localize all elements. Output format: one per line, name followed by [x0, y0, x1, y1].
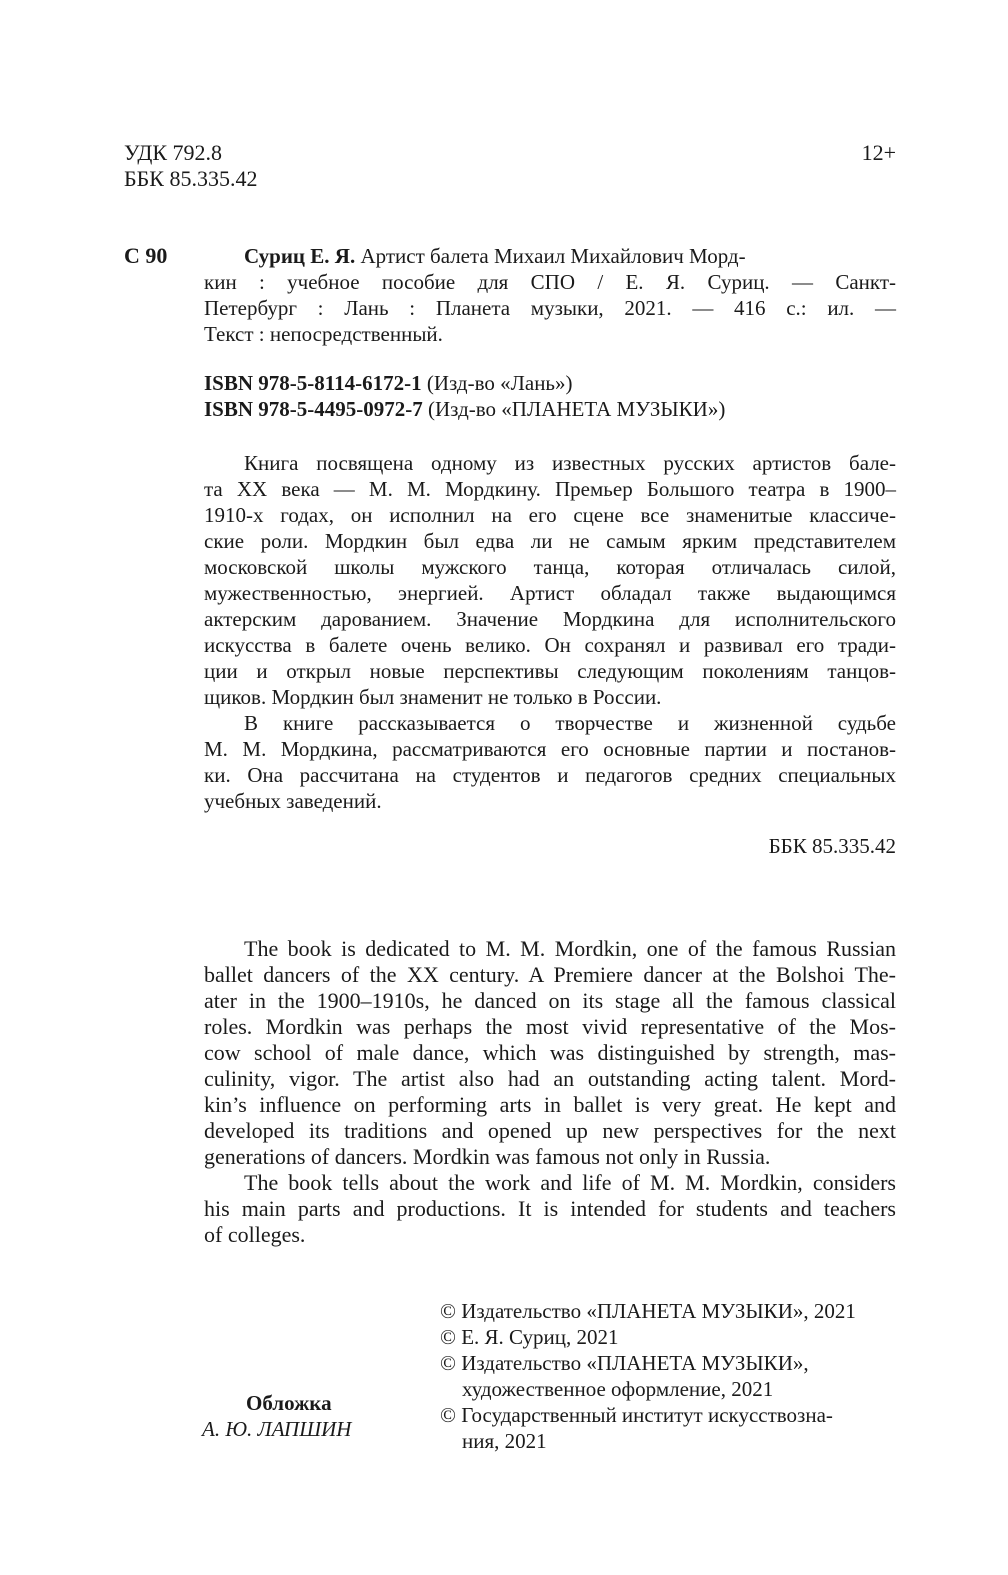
abstract-ru-line: учебных заведений.	[204, 789, 382, 813]
isbn-publisher: (Изд-во «ПЛАНЕТА МУЗЫКИ»)	[428, 397, 726, 421]
copyright-line: © Издательство «ПЛАНЕТА МУЗЫКИ»,	[440, 1351, 809, 1375]
cover-artist: А. Ю. ЛАПШИН	[202, 1417, 352, 1441]
abstract-ru-line: мужественностью, энергией. Артист обладал также выдающимся	[204, 581, 896, 605]
abstract-en-line: of colleges.	[204, 1222, 306, 1247]
abstract-ru-line: та XX века — М. М. Мордкину. Премьер Большого театра в 1900–	[204, 477, 896, 501]
copyright-line: ния, 2021	[462, 1429, 547, 1453]
abstract-en-line: his main parts and productions. It is intended for students and teachers	[204, 1196, 896, 1221]
abstract-en-line: ater in the 1900–1910s, he danced on its stage all the famous classical	[204, 988, 896, 1013]
abstract-en-line: culinity, vigor. The artist also had an outstanding acting talent. Mord-	[204, 1066, 896, 1091]
cover-label: Обложка	[246, 1391, 332, 1415]
abstract-en-line: cow school of male dance, which was distinguished by strength, mas-	[204, 1040, 896, 1065]
isbn-label: ISBN	[204, 371, 254, 395]
bbk-code: ББК 85.335.42	[124, 166, 258, 191]
abstract-bbk: ББК 85.335.42	[768, 834, 896, 858]
copyright-line: © Государственный институт искусствозна-	[440, 1403, 833, 1427]
abstract-en-line: The book is dedicated to M. M. Mordkin, one of the famous Russian	[244, 936, 896, 961]
abstract-ru-line: щиков. Мордкин был знаменит не только в России.	[204, 685, 662, 709]
catalog-author: Суриц Е. Я.	[244, 244, 356, 268]
abstract-en-line: roles. Mordkin was perhaps the most vivid representative of the Mos-	[204, 1014, 896, 1039]
abstract-en-line: ballet dancers of the XX century. A Premiere dancer at the Bolshoi The-	[204, 962, 896, 987]
isbn-lan	[204, 370, 573, 396]
catalog-title: Артист балета Михаил Михайлович Морд-	[360, 244, 746, 268]
age-rating: 12+	[861, 140, 896, 165]
abstract-ru-line: актерским дарованием. Значение Мордкина для исполнительского	[204, 607, 896, 631]
catalog-code: С 90	[124, 243, 168, 268]
copyright-line: © Издательство «ПЛАНЕТА МУЗЫКИ», 2021	[440, 1299, 856, 1323]
abstract-ru-line: В книге рассказывается о творчестве и жизненной судьбе	[244, 711, 896, 735]
catalog-line-2: кин : учебное пособие для СПО / Е. Я. Суриц. — Санкт-	[204, 270, 896, 294]
abstract-ru-line: ки. Она рассчитана на студентов и педагогов средних специальных	[204, 763, 896, 787]
isbn-number: 978-5-8114-6172-1	[258, 371, 422, 395]
isbn-publisher: (Изд-во «Лань»)	[426, 371, 573, 395]
abstract-en-line: generations of dancers. Mordkin was famous not only in Russia.	[204, 1144, 771, 1169]
abstract-ru-line: искусства в балете очень велико. Он сохранял и развивал его тради-	[204, 633, 896, 657]
abstract-ru-line: московской школы мужского танца, которая отличалась силой,	[204, 555, 896, 579]
abstract-ru-line: ции и открыл новые перспективы следующим поколениям танцов-	[204, 659, 896, 683]
copyright-line: © Е. Я. Суриц, 2021	[440, 1325, 619, 1349]
catalog-line-3: Петербург : Лань : Планета музыки, 2021. — 416 с.: ил. —	[204, 296, 896, 320]
udk-code: УДК 792.8	[124, 140, 223, 165]
catalog-line-1	[244, 243, 896, 269]
abstract-en-line: developed its traditions and opened up new perspectives for the next	[204, 1118, 896, 1143]
abstract-ru-line: М. М. Мордкина, рассматриваются его основные партии и постанов-	[204, 737, 896, 761]
abstract-ru-line: Книга посвящена одному из известных русских артистов бале-	[244, 451, 896, 475]
isbn-label: ISBN	[204, 397, 254, 421]
copyright-line: художественное оформление, 2021	[462, 1377, 774, 1401]
isbn-planeta	[204, 396, 725, 422]
catalog-line-4: Текст : непосредственный.	[204, 322, 443, 346]
isbn-number: 978-5-4495-0972-7	[258, 397, 423, 421]
abstract-en-line: The book tells about the work and life of M. M. Mordkin, considers	[244, 1170, 896, 1195]
abstract-ru-line: ские роли. Мордкин был едва ли не самым ярким представителем	[204, 529, 896, 553]
abstract-ru-line: 1910-х годах, он исполнил на его сцене все знаменитые классиче-	[204, 503, 896, 527]
abstract-en-line: kin’s influence on performing arts in ballet is very great. He kept and	[204, 1092, 896, 1117]
